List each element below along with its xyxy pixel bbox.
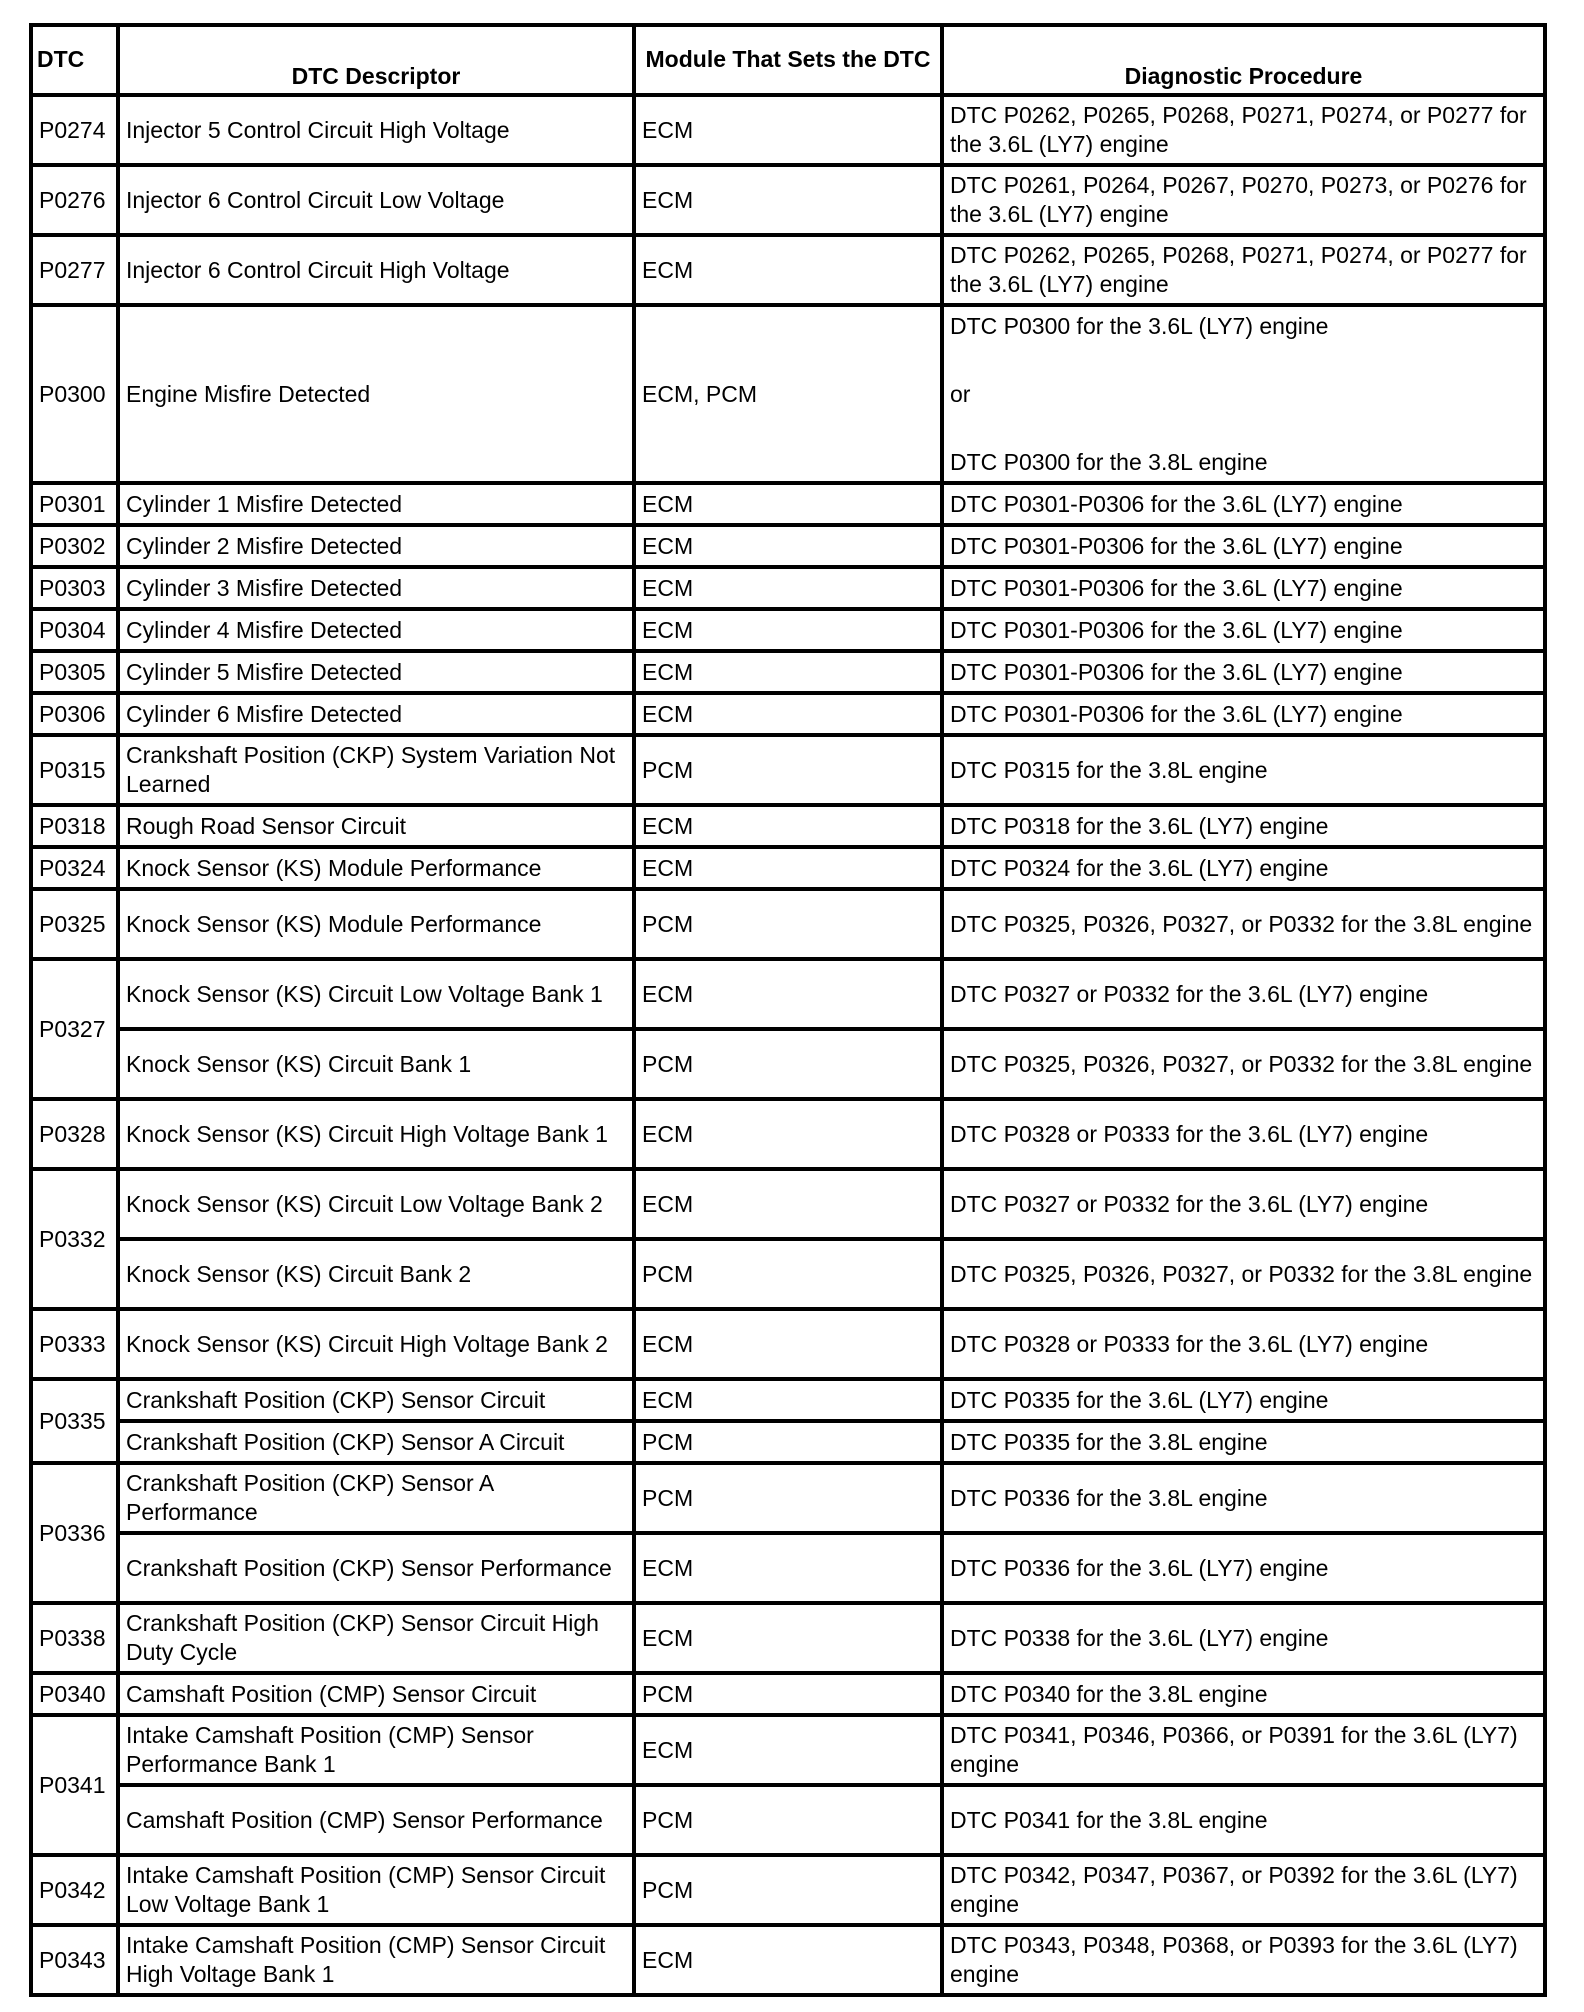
module-cell: PCM [634,889,942,959]
dtc-descriptor: Injector 6 Control Circuit High Voltage [118,235,634,305]
dtc-descriptor: Crankshaft Position (CKP) Sensor A Performance [118,1463,634,1533]
table-row [31,1715,1545,1785]
table-row [31,483,1545,525]
dtc-code: P0277 [31,235,118,305]
dtc-code: P0301 [31,483,118,525]
dtc-code: P0305 [31,651,118,693]
dtc-descriptor: Cylinder 3 Misfire Detected [118,567,634,609]
dtc-descriptor: Intake Camshaft Position (CMP) Sensor Performance Bank 1 [118,1715,634,1785]
dtc-code: P0318 [31,805,118,847]
dtc-descriptor: Intake Camshaft Position (CMP) Sensor Circuit High Voltage Bank 1 [118,1925,634,1995]
dtc-code: P0324 [31,847,118,889]
dtc-code: P0302 [31,525,118,567]
dtc-descriptor: Cylinder 5 Misfire Detected [118,651,634,693]
module-cell: ECM [634,567,942,609]
dtc-descriptor: Crankshaft Position (CKP) Sensor Circuit High Duty Cycle [118,1603,634,1673]
procedure-cell: DTC P0335 for the 3.6L (LY7) engine [942,1379,1545,1421]
module-cell: ECM [634,693,942,735]
dtc-code: P0315 [31,735,118,805]
dtc-descriptor: Knock Sensor (KS) Circuit Low Voltage Bank 2 [118,1169,634,1239]
module-cell: ECM [634,165,942,235]
table-row [31,847,1545,889]
module-cell: PCM [634,1673,942,1715]
table-row [31,1421,1545,1463]
procedure-cell: DTC P0318 for the 3.6L (LY7) engine [942,805,1545,847]
module-cell: ECM [634,1603,942,1673]
table-row [31,1169,1545,1239]
module-cell: ECM [634,847,942,889]
header-module: Module That Sets the DTC [634,25,942,95]
module-cell: PCM [634,1463,942,1533]
procedure-cell: DTC P0325, P0326, P0327, or P0332 for the 3.8L engine [942,1239,1545,1309]
procedure-cell: DTC P0327 or P0332 for the 3.6L (LY7) engine [942,1169,1545,1239]
module-cell: ECM, PCM [634,305,942,483]
module-cell: PCM [634,1855,942,1925]
dtc-descriptor: Cylinder 6 Misfire Detected [118,693,634,735]
module-cell: PCM [634,1029,942,1099]
module-cell: ECM [634,525,942,567]
dtc-code: P0328 [31,1099,118,1169]
dtc-descriptor: Crankshaft Position (CKP) Sensor Circuit [118,1379,634,1421]
dtc-code: P0336 [31,1463,118,1603]
dtc-descriptor: Knock Sensor (KS) Circuit High Voltage Bank 1 [118,1099,634,1169]
procedure-cell: DTC P0301-P0306 for the 3.6L (LY7) engine [942,609,1545,651]
procedure-line: DTC P0300 for the 3.6L (LY7) engine [950,312,1329,339]
procedure-cell: DTC P0342, P0347, P0367, or P0392 for the 3.6L (LY7) engine [942,1855,1545,1925]
table-row [31,235,1545,305]
table-row [31,525,1545,567]
procedure-cell: DTC P0262, P0265, P0268, P0271, P0274, or P0277 for the 3.6L (LY7) engine [942,95,1545,165]
dtc-descriptor: Knock Sensor (KS) Circuit Bank 2 [118,1239,634,1309]
dtc-descriptor: Rough Road Sensor Circuit [118,805,634,847]
dtc-code: P0343 [31,1925,118,1995]
table-row [31,1855,1545,1925]
procedure-cell: DTC P0301-P0306 for the 3.6L (LY7) engine [942,693,1545,735]
dtc-descriptor: Camshaft Position (CMP) Sensor Performance [118,1785,634,1855]
procedure-cell: DTC P0328 or P0333 for the 3.6L (LY7) engine [942,1099,1545,1169]
module-cell: ECM [634,483,942,525]
module-cell: ECM [634,1925,942,1995]
dtc-code: P0333 [31,1309,118,1379]
procedure-cell: DTC P0301-P0306 for the 3.6L (LY7) engine [942,651,1545,693]
module-cell: ECM [634,95,942,165]
table-row [31,1533,1545,1603]
procedure-cell: DTC P0341, P0346, P0366, or P0391 for the 3.6L (LY7) engine [942,1715,1545,1785]
header-procedure: Diagnostic Procedure [942,25,1545,95]
dtc-descriptor: Injector 5 Control Circuit High Voltage [118,95,634,165]
dtc-table [29,23,1547,1997]
table-header-row [31,25,1545,95]
dtc-descriptor: Knock Sensor (KS) Circuit High Voltage Bank 2 [118,1309,634,1379]
dtc-code: P0303 [31,567,118,609]
module-cell: PCM [634,1785,942,1855]
module-cell: PCM [634,735,942,805]
procedure-cell: DTC P0338 for the 3.6L (LY7) engine [942,1603,1545,1673]
module-cell: PCM [634,1239,942,1309]
procedure-cell: DTC P0315 for the 3.8L engine [942,735,1545,805]
dtc-descriptor: Crankshaft Position (CKP) System Variation Not Learned [118,735,634,805]
procedure-cell: DTC P0325, P0326, P0327, or P0332 for the 3.8L engine [942,889,1545,959]
dtc-code: P0306 [31,693,118,735]
dtc-descriptor: Camshaft Position (CMP) Sensor Circuit [118,1673,634,1715]
procedure-cell: DTC P0301-P0306 for the 3.6L (LY7) engine [942,483,1545,525]
dtc-code: P0341 [31,1715,118,1855]
table-row [31,805,1545,847]
dtc-descriptor: Knock Sensor (KS) Circuit Low Voltage Bank 1 [118,959,634,1029]
dtc-code: P0274 [31,95,118,165]
dtc-code: P0342 [31,1855,118,1925]
procedure-cell: DTC P0324 for the 3.6L (LY7) engine [942,847,1545,889]
module-cell: ECM [634,609,942,651]
dtc-descriptor: Knock Sensor (KS) Module Performance [118,847,634,889]
procedure-cell: DTC P0335 for the 3.8L engine [942,1421,1545,1463]
table-row [31,609,1545,651]
dtc-code: P0335 [31,1379,118,1463]
procedure-cell [942,305,1545,483]
procedure-line: DTC P0300 for the 3.8L engine [950,448,1268,475]
module-cell: PCM [634,1421,942,1463]
procedure-cell: DTC P0262, P0265, P0268, P0271, P0274, or P0277 for the 3.6L (LY7) engine [942,235,1545,305]
module-cell: ECM [634,959,942,1029]
dtc-code: P0304 [31,609,118,651]
table-row [31,1239,1545,1309]
table-row [31,567,1545,609]
procedure-cell: DTC P0328 or P0333 for the 3.6L (LY7) engine [942,1309,1545,1379]
table-row [31,651,1545,693]
table-row [31,1925,1545,1995]
table-row [31,735,1545,805]
procedure-cell: DTC P0336 for the 3.6L (LY7) engine [942,1533,1545,1603]
table-row [31,1029,1545,1099]
dtc-code: P0276 [31,165,118,235]
dtc-descriptor: Engine Misfire Detected [118,305,634,483]
table-row [31,1099,1545,1169]
procedure-cell: DTC P0301-P0306 for the 3.6L (LY7) engine [942,567,1545,609]
procedure-cell: DTC P0325, P0326, P0327, or P0332 for the 3.8L engine [942,1029,1545,1099]
procedure-cell: DTC P0336 for the 3.8L engine [942,1463,1545,1533]
header-dtc: DTC [31,25,118,95]
dtc-code: P0338 [31,1603,118,1673]
dtc-descriptor: Injector 6 Control Circuit Low Voltage [118,165,634,235]
dtc-descriptor: Knock Sensor (KS) Module Performance [118,889,634,959]
table-row [31,1603,1545,1673]
table-row [31,95,1545,165]
dtc-code: P0300 [31,305,118,483]
dtc-descriptor: Intake Camshaft Position (CMP) Sensor Circuit Low Voltage Bank 1 [118,1855,634,1925]
table-row [31,889,1545,959]
dtc-descriptor: Knock Sensor (KS) Circuit Bank 1 [118,1029,634,1099]
dtc-descriptor: Cylinder 2 Misfire Detected [118,525,634,567]
module-cell: ECM [634,1169,942,1239]
table-row [31,693,1545,735]
table-row [31,959,1545,1029]
procedure-cell: DTC P0327 or P0332 for the 3.6L (LY7) engine [942,959,1545,1029]
procedure-cell: DTC P0341 for the 3.8L engine [942,1785,1545,1855]
table-row [31,1463,1545,1533]
table-row [31,165,1545,235]
procedure-line: or [950,380,971,407]
module-cell: ECM [634,805,942,847]
dtc-code: P0332 [31,1169,118,1309]
procedure-cell: DTC P0340 for the 3.8L engine [942,1673,1545,1715]
table-row [31,1379,1545,1421]
table-row [31,1785,1545,1855]
module-cell: ECM [634,1099,942,1169]
module-cell: ECM [634,1533,942,1603]
module-cell: ECM [634,235,942,305]
module-cell: ECM [634,1715,942,1785]
header-descriptor: DTC Descriptor [118,25,634,95]
dtc-code: P0327 [31,959,118,1099]
module-cell: ECM [634,1309,942,1379]
dtc-code: P0325 [31,889,118,959]
table-row [31,1673,1545,1715]
module-cell: ECM [634,651,942,693]
dtc-descriptor: Cylinder 1 Misfire Detected [118,483,634,525]
table-row [31,1309,1545,1379]
dtc-descriptor: Cylinder 4 Misfire Detected [118,609,634,651]
procedure-cell: DTC P0261, P0264, P0267, P0270, P0273, or P0276 for the 3.6L (LY7) engine [942,165,1545,235]
dtc-descriptor: Crankshaft Position (CKP) Sensor Performance [118,1533,634,1603]
module-cell: ECM [634,1379,942,1421]
table-row [31,305,1545,483]
procedure-cell: DTC P0343, P0348, P0368, or P0393 for the 3.6L (LY7) engine [942,1925,1545,1995]
dtc-descriptor: Crankshaft Position (CKP) Sensor A Circuit [118,1421,634,1463]
procedure-cell: DTC P0301-P0306 for the 3.6L (LY7) engine [942,525,1545,567]
dtc-code: P0340 [31,1673,118,1715]
